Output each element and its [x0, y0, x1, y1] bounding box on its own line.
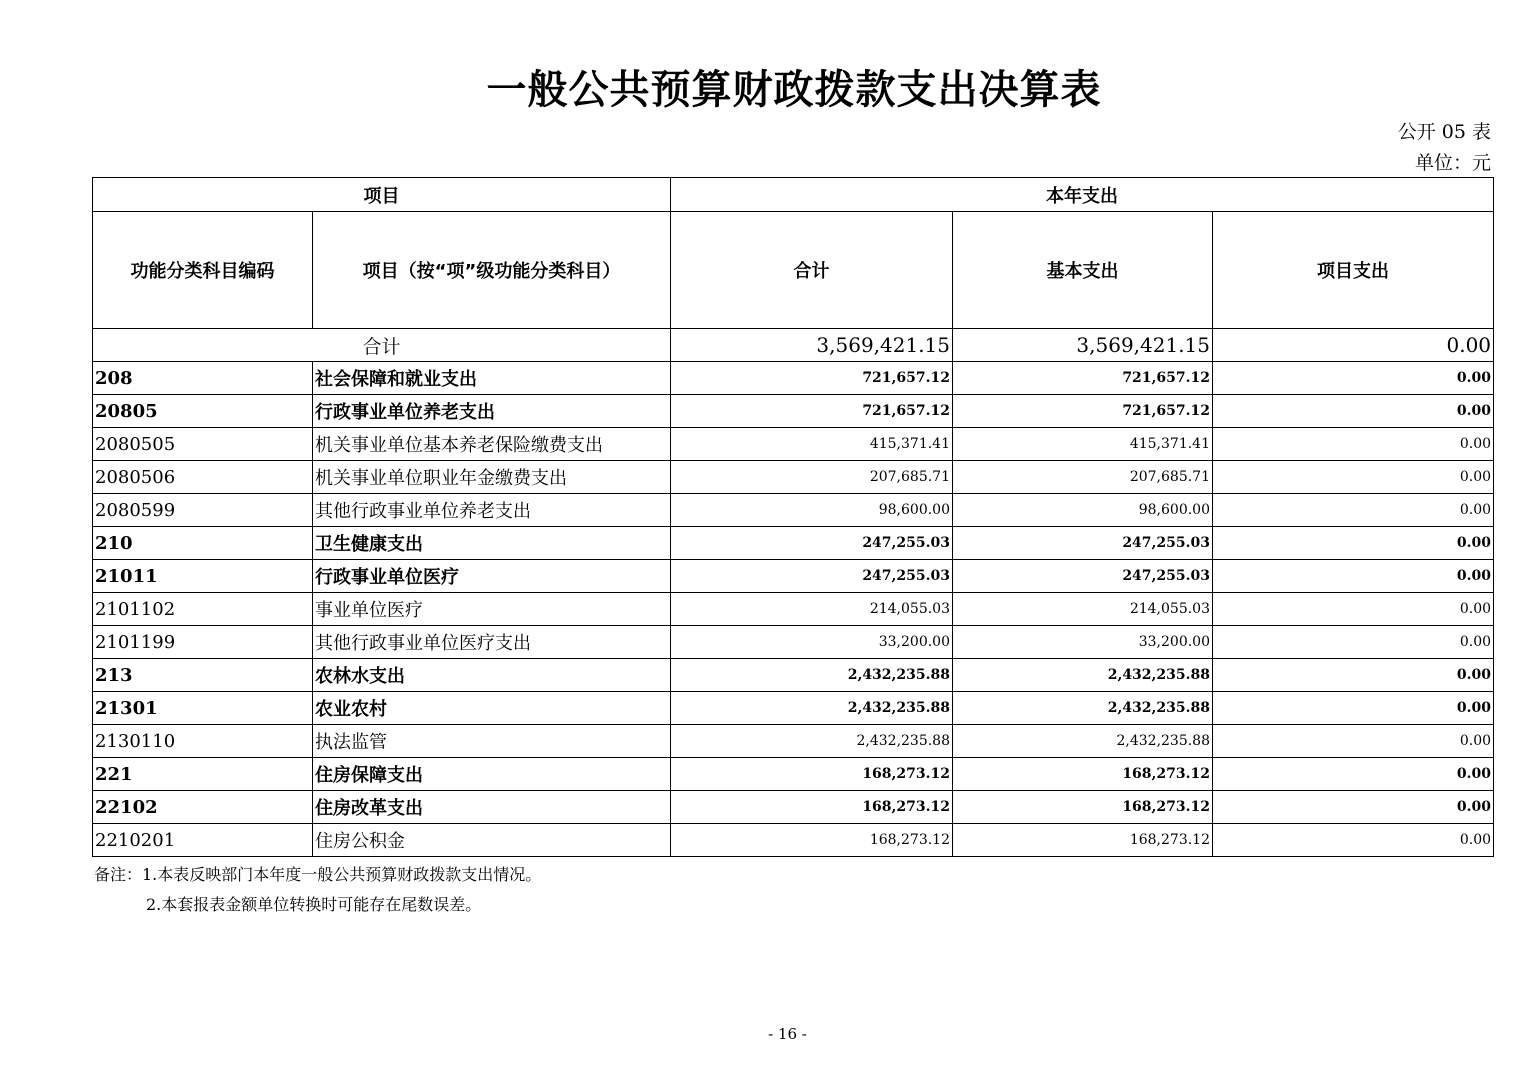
row-code: 208 [93, 362, 313, 395]
table-row [93, 593, 1494, 626]
page-title: 一般公共预算财政拨款支出决算表 [486, 67, 1102, 113]
row-project: 0.00 [1213, 659, 1494, 692]
row-name: 住房公积金 [313, 824, 671, 857]
row-total: 168,273.12 [671, 824, 953, 857]
page-number: - 16 - [768, 1025, 807, 1043]
row-total: 2,432,235.88 [671, 692, 953, 725]
table-body [93, 178, 1494, 857]
note-2: 2.本套报表金额单位转换时可能存在尾数误差。 [146, 895, 482, 914]
row-total: 214,055.03 [671, 593, 953, 626]
row-basic: 415,371.41 [953, 428, 1213, 461]
form-number: 公开 05 表 [1397, 121, 1491, 143]
row-total: 207,685.71 [671, 461, 953, 494]
table-row [93, 626, 1494, 659]
table-row [93, 461, 1494, 494]
row-project: 0.00 [1213, 461, 1494, 494]
table-row [93, 428, 1494, 461]
row-project: 0.00 [1213, 791, 1494, 824]
unit-label: 单位：元 [1414, 152, 1491, 174]
row-total: 247,255.03 [671, 560, 953, 593]
row-project: 0.00 [1213, 593, 1494, 626]
row-project: 0.00 [1213, 362, 1494, 395]
row-basic: 2,432,235.88 [953, 692, 1213, 725]
table-row [93, 791, 1494, 824]
row-project: 0.00 [1213, 494, 1494, 527]
row-basic: 168,273.12 [953, 758, 1213, 791]
table-row [93, 527, 1494, 560]
row-total: 721,657.12 [671, 362, 953, 395]
row-code: 21301 [93, 692, 313, 725]
row-total: 168,273.12 [671, 758, 953, 791]
row-name: 住房改革支出 [313, 791, 671, 824]
row-total: 168,273.12 [671, 791, 953, 824]
row-code: 221 [93, 758, 313, 791]
row-total: 2,432,235.88 [671, 725, 953, 758]
expenditure-table [92, 177, 1494, 857]
row-basic: 207,685.71 [953, 461, 1213, 494]
row-name: 农林水支出 [313, 659, 671, 692]
row-basic: 721,657.12 [953, 395, 1213, 428]
row-total: 415,371.41 [671, 428, 953, 461]
row-name: 机关事业单位职业年金缴费支出 [313, 461, 671, 494]
row-code: 2080599 [93, 494, 313, 527]
row-code: 2080505 [93, 428, 313, 461]
row-code: 2080506 [93, 461, 313, 494]
header-row-2 [93, 212, 1494, 329]
total-sum: 3,569,421.15 [671, 329, 953, 362]
total-row [93, 329, 1494, 362]
row-name: 卫生健康支出 [313, 527, 671, 560]
row-code: 2130110 [93, 725, 313, 758]
table-row [93, 362, 1494, 395]
header-project: 项目 [93, 178, 671, 212]
row-code: 20805 [93, 395, 313, 428]
row-project: 0.00 [1213, 692, 1494, 725]
header-basic: 基本支出 [953, 212, 1213, 329]
row-total: 721,657.12 [671, 395, 953, 428]
row-basic: 2,432,235.88 [953, 659, 1213, 692]
header-code: 功能分类科目编码 [93, 212, 313, 329]
note-1: 备注：1.本表反映部门本年度一般公共预算财政拨款支出情况。 [94, 865, 542, 884]
row-project: 0.00 [1213, 395, 1494, 428]
row-code: 210 [93, 527, 313, 560]
row-basic: 721,657.12 [953, 362, 1213, 395]
row-basic: 168,273.12 [953, 824, 1213, 857]
row-basic: 247,255.03 [953, 527, 1213, 560]
header-project-expense: 项目支出 [1213, 212, 1494, 329]
row-code: 2101199 [93, 626, 313, 659]
table-row [93, 824, 1494, 857]
table-row [93, 725, 1494, 758]
total-label: 合计 [93, 329, 671, 362]
row-project: 0.00 [1213, 824, 1494, 857]
table-row [93, 659, 1494, 692]
header-total: 合计 [671, 212, 953, 329]
header-item: 项目（按“项”级功能分类科目） [313, 212, 671, 329]
row-basic: 2,432,235.88 [953, 725, 1213, 758]
table-row [93, 395, 1494, 428]
row-name: 执法监管 [313, 725, 671, 758]
total-basic: 3,569,421.15 [953, 329, 1213, 362]
row-basic: 214,055.03 [953, 593, 1213, 626]
row-code: 22102 [93, 791, 313, 824]
row-name: 行政事业单位养老支出 [313, 395, 671, 428]
row-name: 住房保障支出 [313, 758, 671, 791]
row-code: 2101102 [93, 593, 313, 626]
header-row-1 [93, 178, 1494, 212]
row-name: 事业单位医疗 [313, 593, 671, 626]
row-project: 0.00 [1213, 626, 1494, 659]
row-code: 21011 [93, 560, 313, 593]
table-row [93, 758, 1494, 791]
row-project: 0.00 [1213, 758, 1494, 791]
row-name: 社会保障和就业支出 [313, 362, 671, 395]
row-code: 2210201 [93, 824, 313, 857]
row-basic: 33,200.00 [953, 626, 1213, 659]
table-row [93, 494, 1494, 527]
row-total: 2,432,235.88 [671, 659, 953, 692]
header-current-year: 本年支出 [671, 178, 1494, 212]
row-total: 247,255.03 [671, 527, 953, 560]
table-row [93, 692, 1494, 725]
table-row [93, 560, 1494, 593]
row-project: 0.00 [1213, 428, 1494, 461]
row-name: 机关事业单位基本养老保险缴费支出 [313, 428, 671, 461]
row-project: 0.00 [1213, 725, 1494, 758]
row-total: 98,600.00 [671, 494, 953, 527]
row-basic: 168,273.12 [953, 791, 1213, 824]
row-basic: 247,255.03 [953, 560, 1213, 593]
row-name: 农业农村 [313, 692, 671, 725]
row-name: 其他行政事业单位养老支出 [313, 494, 671, 527]
row-total: 33,200.00 [671, 626, 953, 659]
total-project: 0.00 [1213, 329, 1494, 362]
row-name: 行政事业单位医疗 [313, 560, 671, 593]
row-project: 0.00 [1213, 527, 1494, 560]
row-name: 其他行政事业单位医疗支出 [313, 626, 671, 659]
row-code: 213 [93, 659, 313, 692]
row-basic: 98,600.00 [953, 494, 1213, 527]
row-project: 0.00 [1213, 560, 1494, 593]
